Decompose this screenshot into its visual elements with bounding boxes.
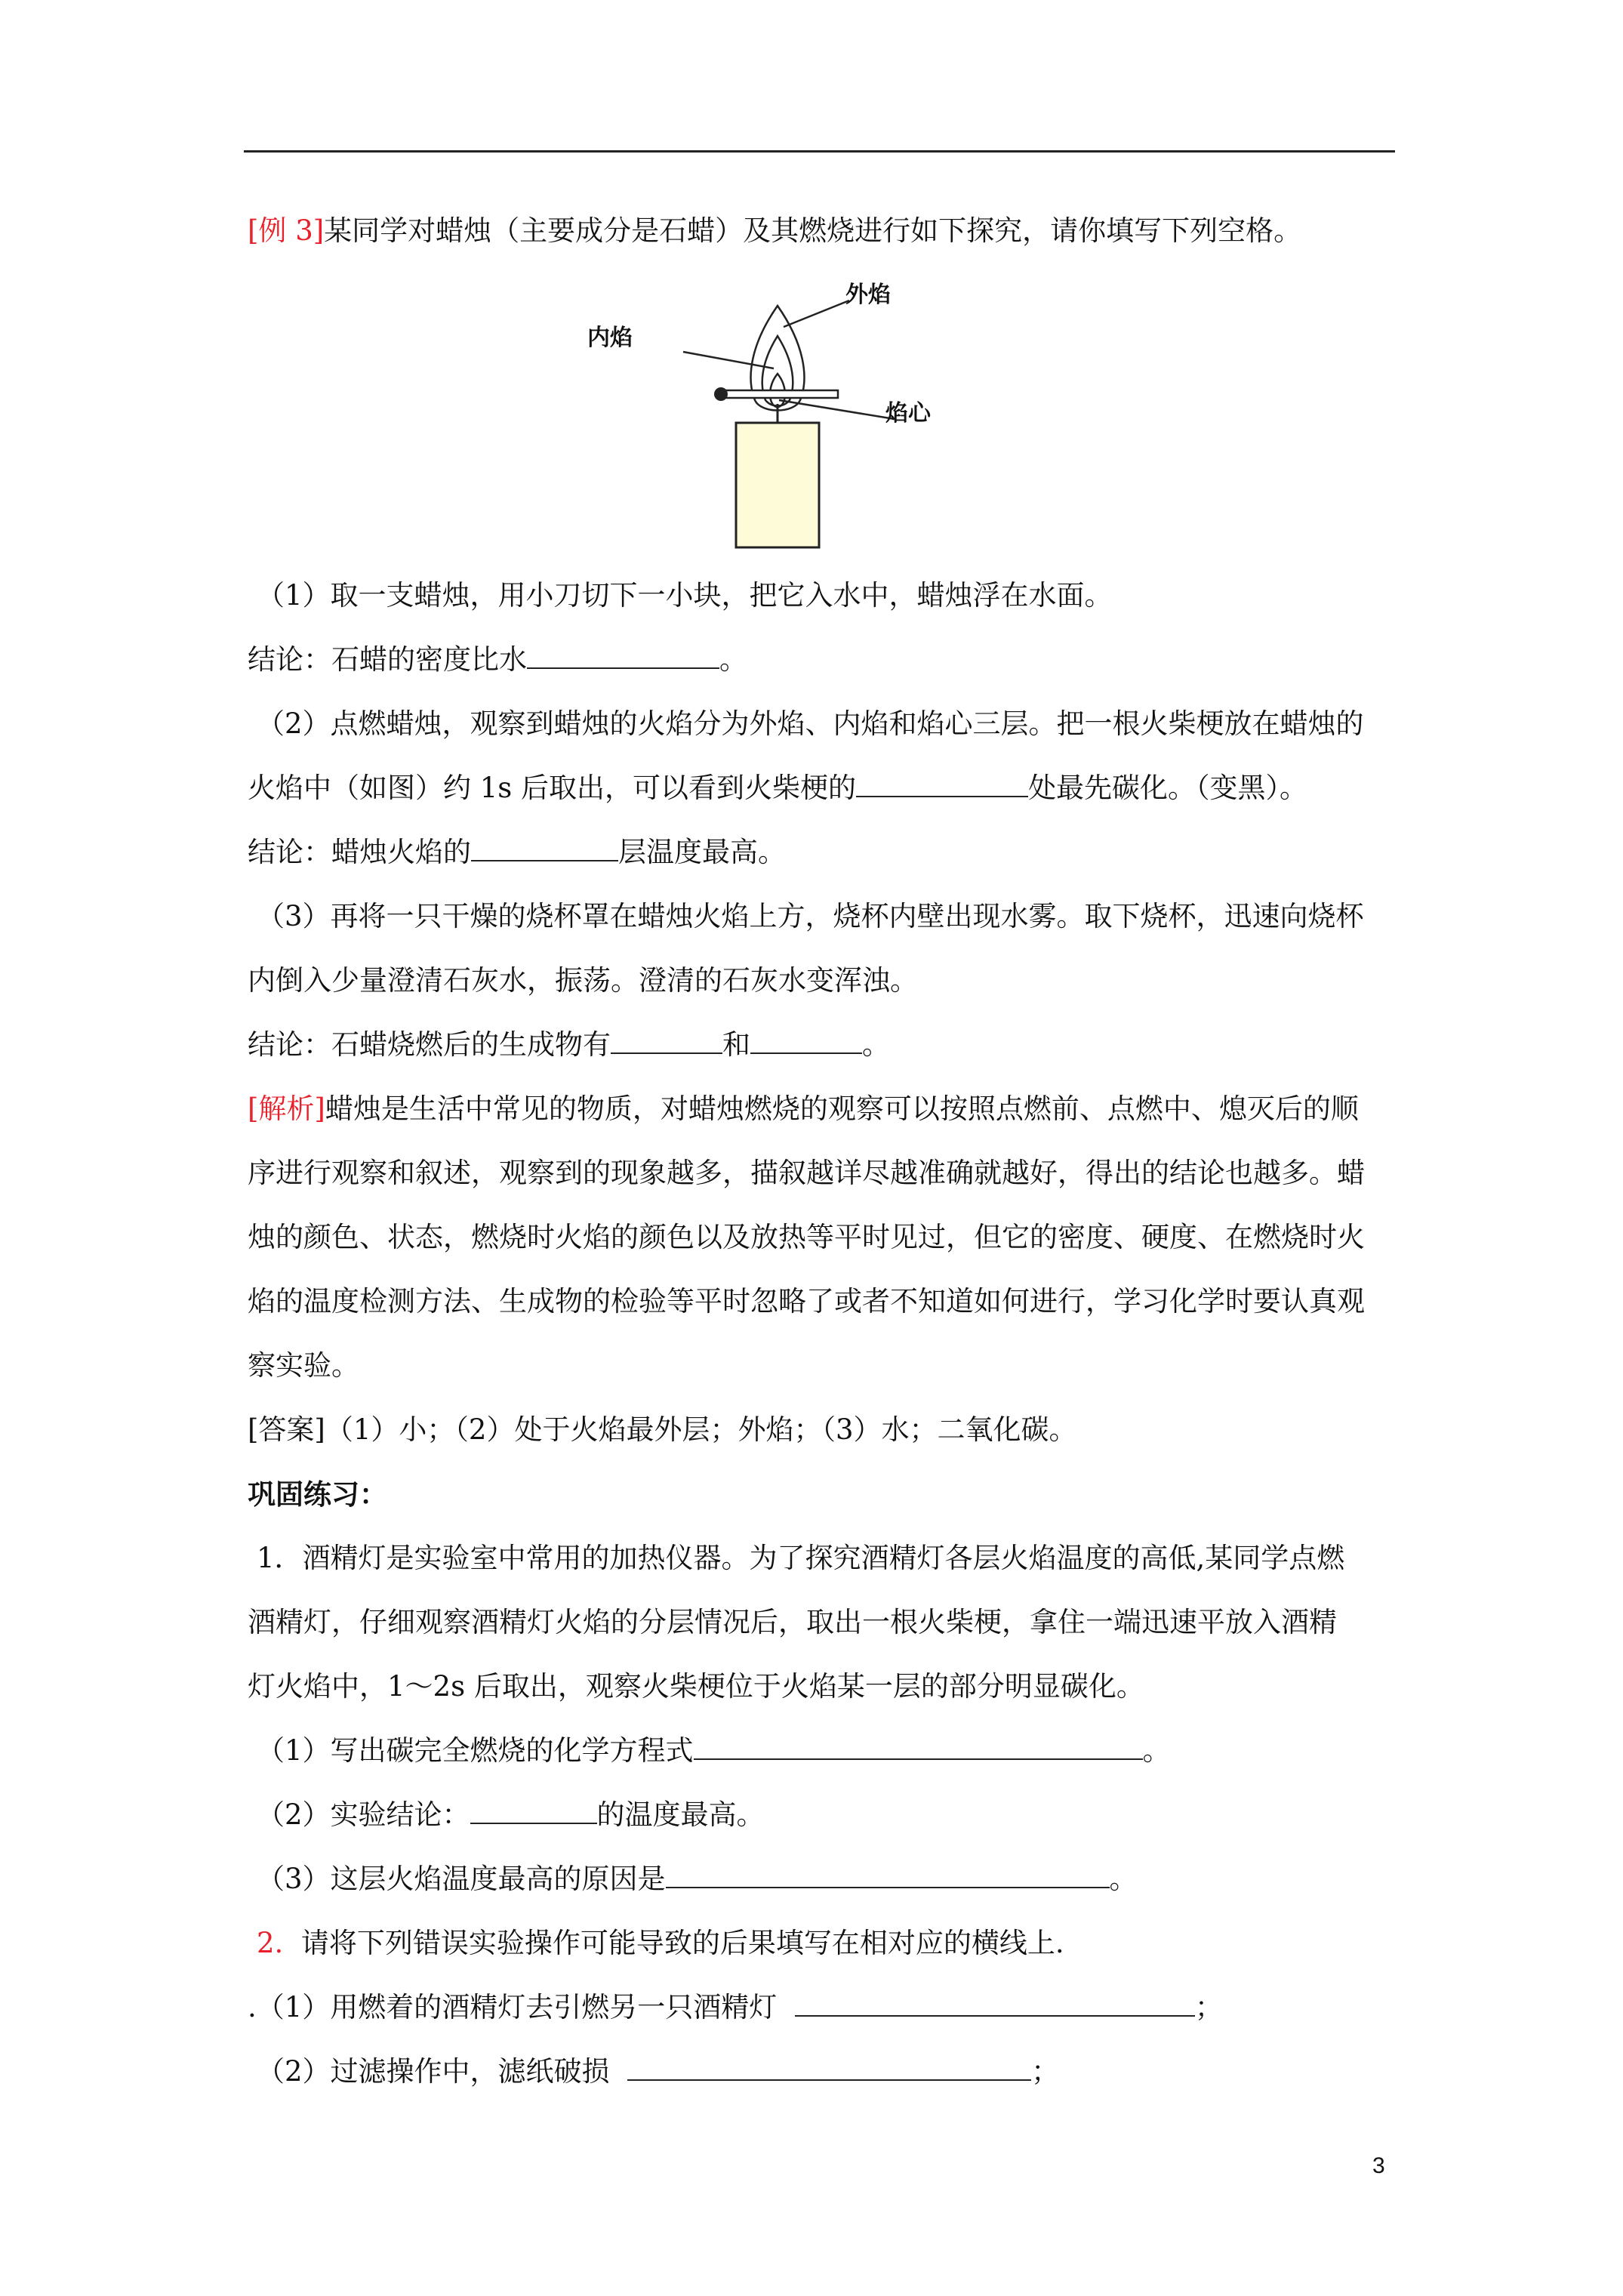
q3-line1: （3）再将一只干燥的烧杯罩在蜡烛火焰上方，烧杯内壁出现水雾。取下烧杯，迅速向烧杯 (257, 900, 1364, 932)
analysis-line2: 序进行观察和叙述，观察到的现象越多，描叙越详尽越准确就越好，得出的结论也越多。蜡 (248, 1157, 1365, 1189)
q2-blank-position (856, 770, 1028, 797)
example-tag: [例 3] (248, 214, 325, 247)
q3-blank-product1 (611, 1027, 722, 1054)
candle-flame-figure (581, 279, 1004, 551)
p1-q1-blank (694, 1733, 1143, 1760)
matchstick-head (714, 387, 728, 401)
practice1-q3: （3）这层火焰温度最高的原因是 。 (257, 1863, 1138, 1895)
matchstick (721, 390, 838, 398)
practice1-q1: （1）写出碳完全燃烧的化学方程式 。 (257, 1734, 1171, 1767)
analysis-line3: 烛的颜色、状态，燃烧时火焰的颜色以及放热等平时见过，但它的密度、硬度、在燃烧时火 (248, 1221, 1365, 1253)
practice-heading: 巩固练习： (248, 1478, 387, 1511)
label-flame-core: 焰心 (885, 400, 931, 427)
candle-body (736, 423, 819, 547)
example-stem-text: 某同学对蜡烛（主要成分是石蜡）及其燃烧进行如下探究，请你填写下列空格。 (324, 214, 1302, 247)
p1-q2-blank (470, 1797, 597, 1824)
practice1-q2: （2）实验结论： 的温度最高。 (257, 1798, 765, 1831)
q2-conclusion: 结论：蜡烛火焰的 层温度最高。 (248, 836, 786, 868)
q2-line1: （2）点燃蜡烛，观察到蜡烛的火焰分为外焰、内焰和焰心三层。把一根火柴梗放在蜡烛的 (257, 707, 1364, 740)
label-inner-flame: 内焰 (587, 325, 633, 351)
q3-line2: 内倒入少量澄清石灰水，振荡。澄清的石灰水变浑浊。 (248, 964, 918, 997)
practice2-stem: 2. 请将下列错误实验操作可能导致的后果填写在相对应的横线上. (257, 1927, 1064, 1959)
analysis-line5: 察实验。 (248, 1349, 359, 1382)
label-outer-flame: 外焰 (845, 282, 891, 308)
q1-blank (527, 642, 719, 669)
q1-text: （1）取一支蜡烛，用小刀切下一小块，把它入水中，蜡烛浮在水面。 (257, 579, 1113, 612)
analysis-line1: [解析]蜡烛是生活中常见的物质，对蜡烛燃烧的观察可以按照点燃前、点燃中、熄灭后的顺 (248, 1093, 1359, 1125)
leader-inner (683, 352, 774, 368)
example3-stem (248, 213, 1301, 249)
q2-blank-layer (471, 834, 618, 861)
analysis-tag: [解析] (248, 1093, 325, 1125)
analysis-line4: 焰的温度检测方法、生成物的检验等平时忽略了或者不知道如何进行，学习化学时要认真观 (248, 1285, 1365, 1318)
p1-q3-blank (666, 1861, 1110, 1888)
leader-core (779, 400, 895, 419)
q3-blank-product2 (750, 1027, 862, 1054)
practice1-line3: 灯火焰中，1～2s 后取出，观察火柴梗位于火焰某一层的部分明显碳化。 (248, 1670, 1144, 1703)
p2-q2-blank (627, 2054, 1031, 2081)
answer-line: [答案]（1）小；（2）处于火焰最外层；外焰；（3）水；二氧化碳。 (248, 1413, 1077, 1446)
q2-line2: 火焰中（如图）约 1s 后取出，可以看到火柴梗的 处最先碳化。（变黑）。 (248, 772, 1308, 804)
practice1-line2: 酒精灯，仔细观察酒精灯火焰的分层情况后，取出一根火柴梗，拿住一端迅速平放入酒精 (248, 1606, 1337, 1638)
practice2-q1: .（1）用燃着的酒精灯去引燃另一只酒精灯 ； (248, 1991, 1223, 2023)
q1-conclusion: 结论：石蜡的密度比水 。 (248, 643, 747, 676)
practice1-line1: 1．酒精灯是实验室中常用的加热仪器。为了探究酒精灯各层火焰温度的高低,某同学点燃 (257, 1542, 1345, 1574)
p2-q1-blank (795, 1989, 1195, 2017)
q3-conclusion: 结论：石蜡烧燃后的生成物有 和 。 (248, 1028, 890, 1061)
page-number: 3 (1372, 2153, 1385, 2178)
leader-outer (784, 300, 849, 327)
practice2-q2: （2）过滤操作中，滤纸破损 ； (257, 2055, 1060, 2088)
header-rule (244, 150, 1395, 153)
